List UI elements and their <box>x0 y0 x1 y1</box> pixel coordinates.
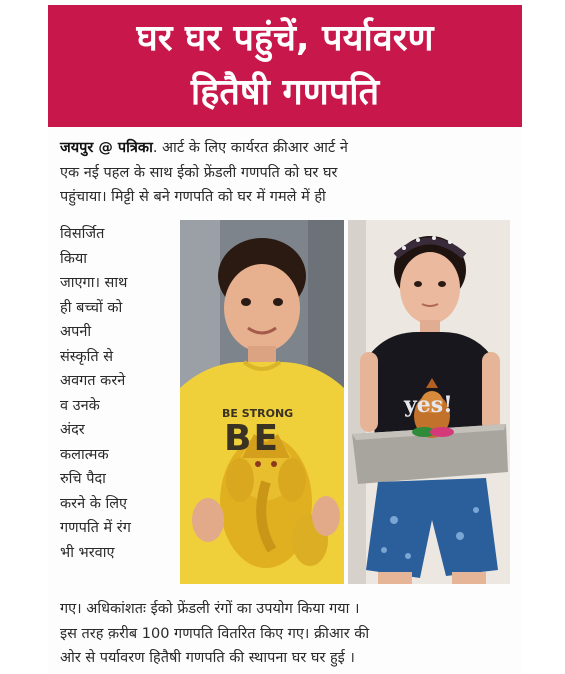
column-line: रुचि पैदा <box>60 471 106 487</box>
shirt-text-large: BE <box>224 418 281 459</box>
column-line: किया <box>60 250 88 267</box>
column-line: अंदर <box>60 422 85 438</box>
intro-line-3: पहुंचाया। मिट्टी से बने गणपति को घर में गमले में ही <box>60 189 326 205</box>
intro-line-2: एक नई पहल के साथ ईको फ्रेंडली गणपति को घर घर <box>60 164 338 181</box>
article-intro <box>60 136 348 210</box>
shirt-text-yes: yes! <box>404 392 453 418</box>
headline-line-2: हितैषी गणपति <box>190 72 380 113</box>
headline-line-1: घर घर पहुंचें, पर्यावरण <box>136 18 434 59</box>
intro-line-1 <box>60 136 348 161</box>
outro-line-1: गए। अधिकांशतः ईको फ्रेंडली रंगों का उपयोग किया गया । <box>60 601 360 617</box>
intro-line-1-text: . आर्ट के लिए कार्यरत क्रीआर आर्ट ने <box>152 140 348 156</box>
article-outro <box>60 597 369 671</box>
byline: जयपुर @ पत्रिका <box>60 140 153 156</box>
column-line: संस्कृति से <box>60 348 114 365</box>
column-line: करने के लिए <box>60 495 128 512</box>
column-line: जाएगा। साथ <box>60 275 128 291</box>
column-line: व उनके <box>60 397 100 414</box>
outro-line-3: ओर से पर्यावरण हितैषी गणपति की स्थापना घर घर हुई । <box>60 650 355 666</box>
headline-banner <box>48 5 522 127</box>
column-line: कलात्मक <box>60 446 109 463</box>
photo-girl-with-idol <box>348 220 510 584</box>
photo-boy-illustration <box>180 220 344 584</box>
article-column <box>60 222 131 565</box>
column-line: अपनी <box>60 324 92 340</box>
column-line: अवगत करने <box>60 373 126 389</box>
column-line: ही बच्चों को <box>60 299 123 316</box>
outro-line-2: इस तरह क़रीब 100 गणपति वितरित किए गए। क्रीआर की <box>60 625 370 642</box>
column-line: विसर्जित <box>60 226 105 242</box>
photo-boy-with-idol <box>180 220 344 584</box>
column-line: गणपति में रंग <box>60 520 131 536</box>
column-line: भी भरवाए <box>60 544 115 561</box>
shirt-text-small: BE STRONG <box>222 407 294 420</box>
